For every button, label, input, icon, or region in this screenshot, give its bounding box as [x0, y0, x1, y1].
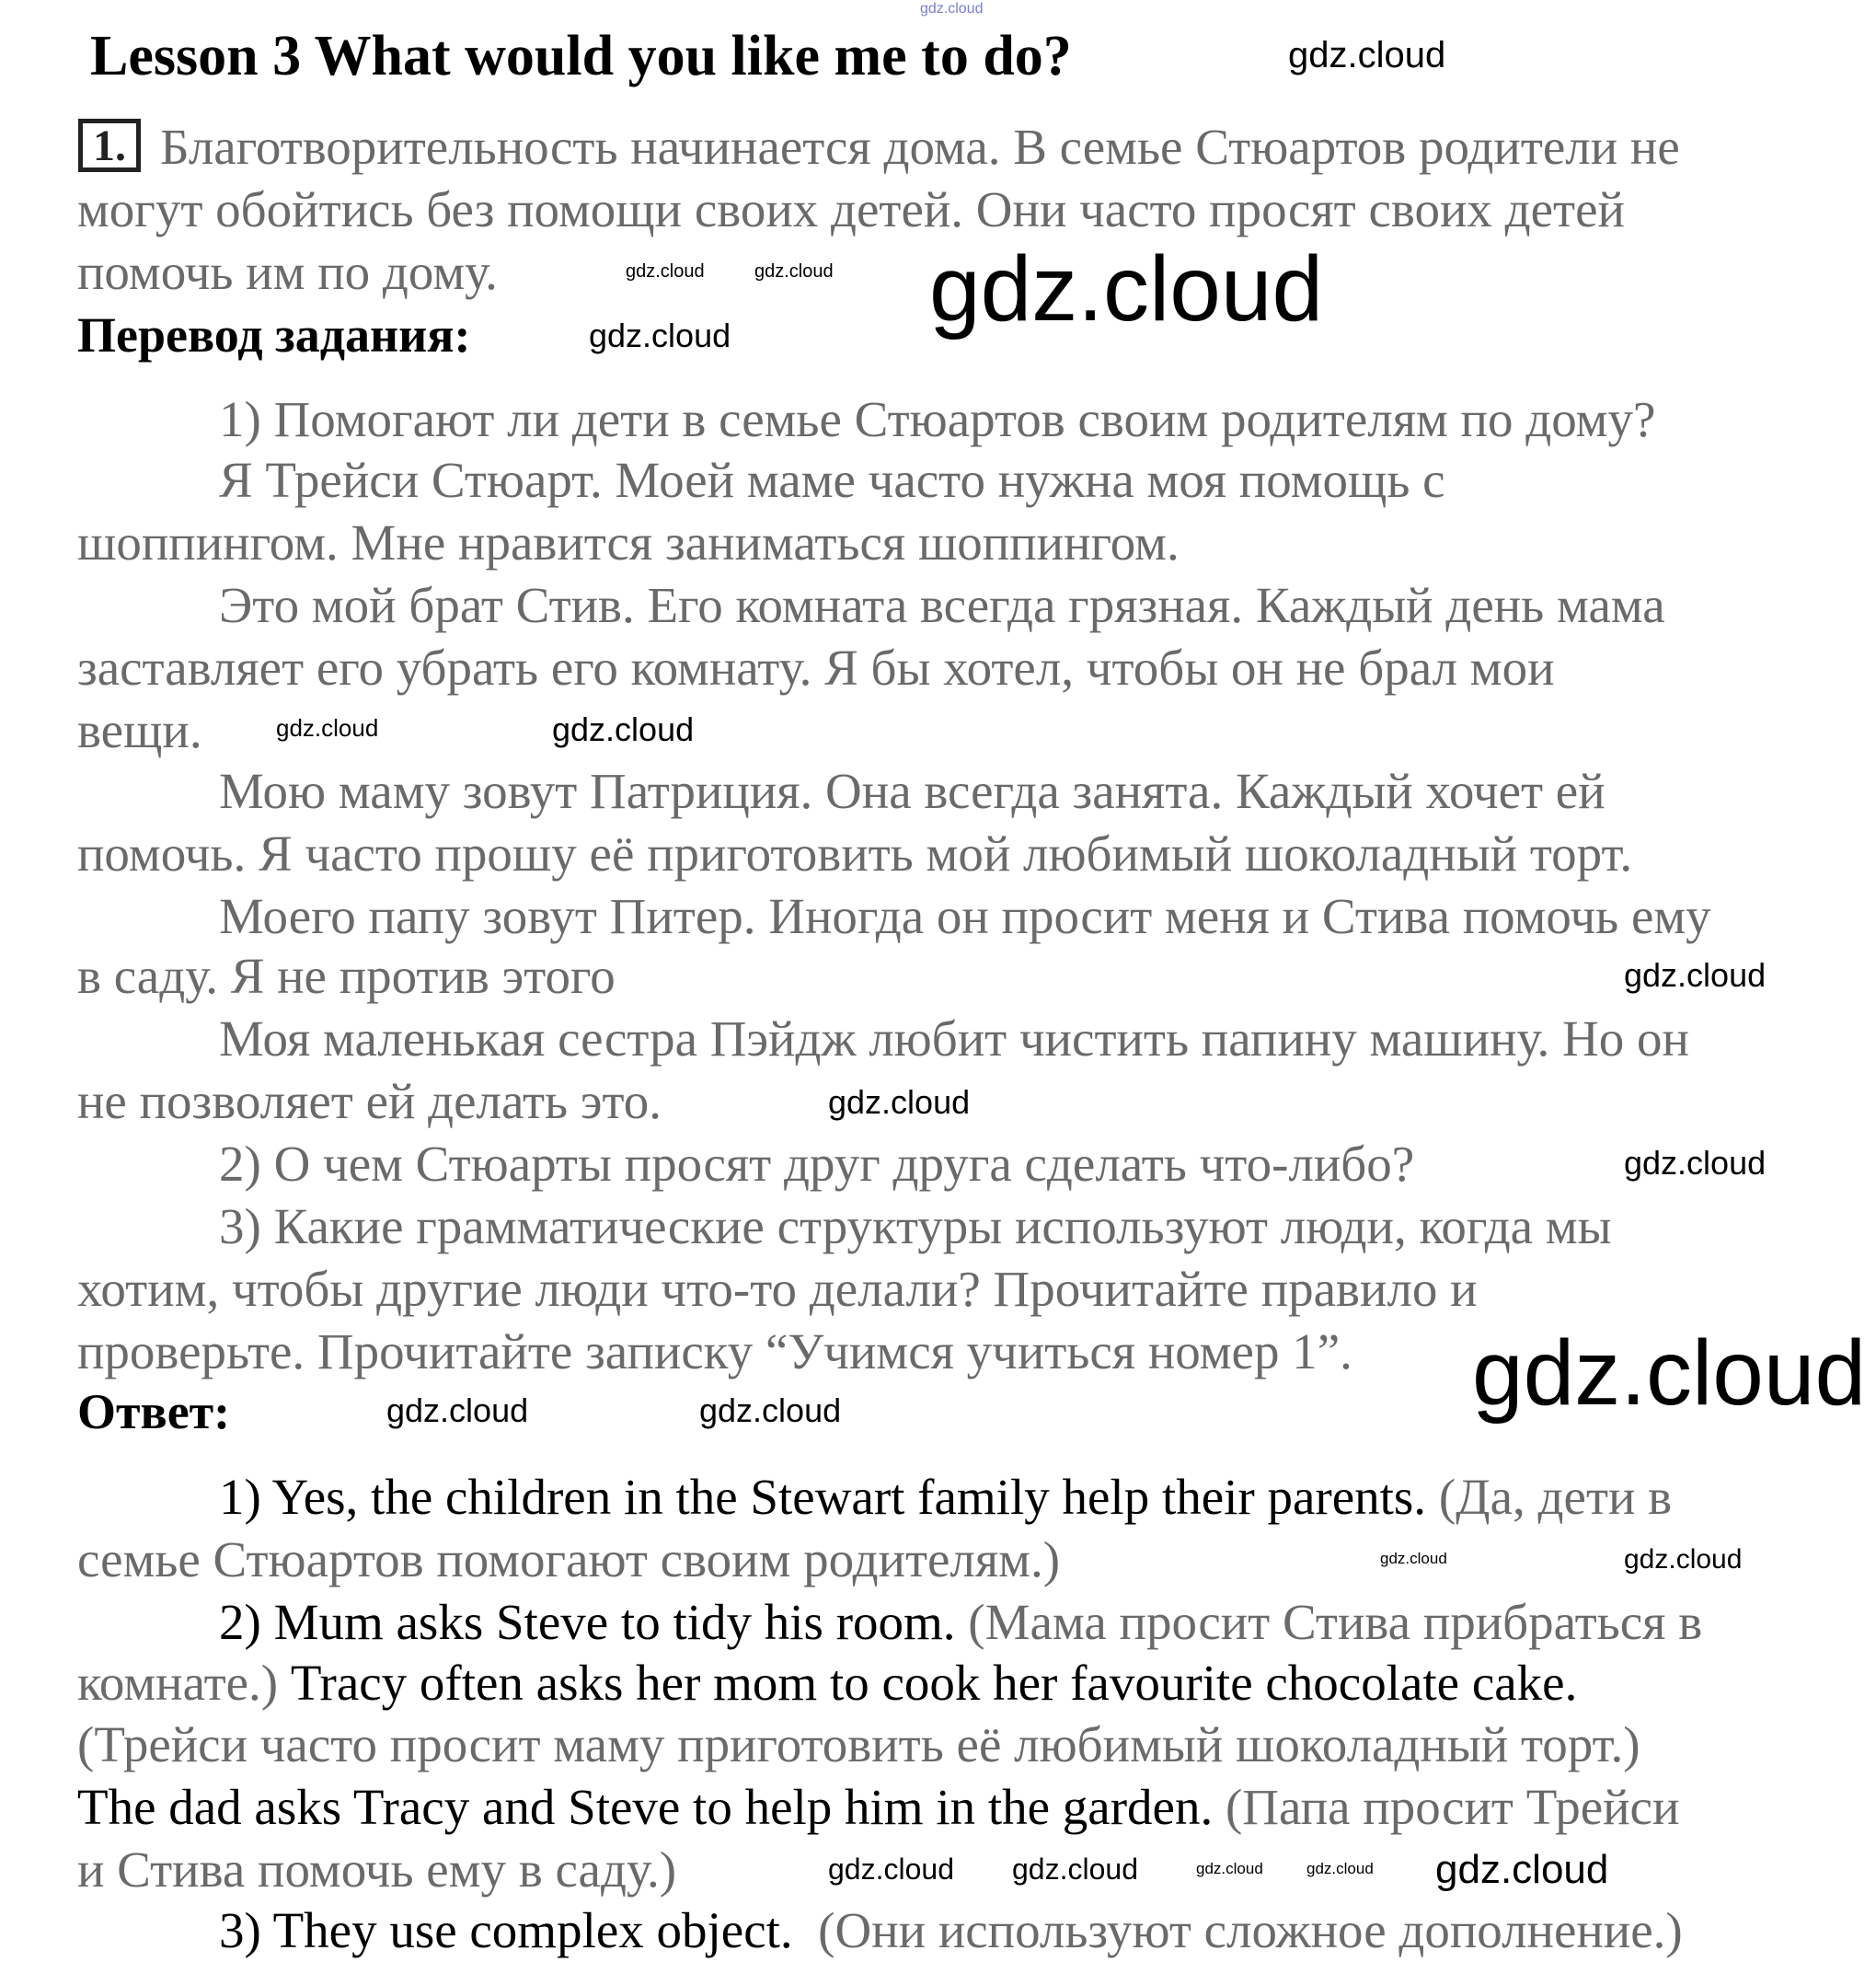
- translation-line: шоппингом. Мне нравится заниматься шоппингом.: [77, 514, 1180, 571]
- watermark: gdz.cloud: [1012, 1852, 1138, 1886]
- task-line: помочь им по дому.: [77, 244, 498, 300]
- translation-line: 1) Помогают ли дети в семье Стюартов своим родителям по дому?: [219, 391, 1656, 447]
- watermark: gdz.cloud: [1472, 1321, 1867, 1425]
- answer-line: [77, 1839, 676, 1901]
- watermark: gdz.cloud: [1196, 1860, 1263, 1877]
- watermark: gdz.cloud: [626, 261, 705, 282]
- translation-line: хотим, чтобы другие люди что-то делали? Прочитайте правило и: [77, 1261, 1478, 1317]
- translation-line: проверьте. Прочитайте записку “Учимся учиться номер 1”.: [77, 1323, 1352, 1379]
- watermark: gdz.cloud: [552, 710, 695, 748]
- answer-russian: (Они используют сложное дополнение.): [818, 1902, 1683, 1958]
- answer-line: [77, 1529, 1060, 1591]
- watermark: gdz.cloud: [828, 1083, 971, 1121]
- translation-line: Я Трейси Стюарт. Моей маме часто нужна моя помощь с: [219, 452, 1445, 508]
- watermark: gdz.cloud: [828, 1852, 954, 1886]
- translation-line: Моя маленькая сестра Пэйдж любит чистить папину машину. Но он: [219, 1010, 1689, 1067]
- task-number-box: 1.: [78, 119, 141, 172]
- answer-line: [77, 1652, 1577, 1714]
- watermark: gdz.cloud: [754, 261, 834, 282]
- answer-heading: Ответ:: [77, 1384, 231, 1439]
- translation-line: Это мой брат Стив. Его комната всегда грязная. Каждый день мама: [219, 577, 1665, 633]
- watermark: gdz.cloud: [1624, 956, 1767, 994]
- answer-russian: (Мама просит Стива прибраться в: [968, 1594, 1703, 1650]
- translation-line: 2) О чем Стюарты просят друг друга сделать что-либо?: [219, 1136, 1415, 1192]
- translation-heading: Перевод задания:: [77, 307, 471, 363]
- watermark: gdz.cloud: [1306, 1860, 1374, 1877]
- watermark: gdz.cloud: [276, 714, 379, 742]
- answer-russian: комнате.): [77, 1655, 279, 1711]
- watermark: gdz.cloud: [589, 317, 731, 354]
- answer-line: [219, 1466, 1672, 1529]
- answer-english: The dad asks Tracy and Steve to help him in the garden.: [77, 1779, 1214, 1835]
- translation-line: не позволяет ей делать это.: [77, 1073, 662, 1129]
- watermark: gdz.cloud: [1624, 1144, 1767, 1182]
- answer-english: 2) Mum asks Steve to tidy his room.: [219, 1594, 956, 1650]
- watermark: gdz.cloud: [1624, 1544, 1743, 1575]
- answer-russian: и Стива помочь ему в саду.): [77, 1841, 677, 1898]
- answer-russian: (Да, дети в: [1438, 1469, 1673, 1525]
- translation-line: Моего папу зовут Питер. Иногда он просит меня и Стива помочь ему: [219, 888, 1711, 944]
- answer-russian: (Трейси часто просит маму приготовить её любимый шоколадный торт.): [77, 1716, 1640, 1772]
- task-line: Благотворительность начинается дома. В семье Стюартов родители не: [160, 119, 1680, 175]
- answer-line: [77, 1776, 1679, 1839]
- answer-english: Tracy often asks her mom to cook her favourite chocolate cake.: [290, 1655, 1578, 1711]
- answer-english: 1) Yes, the children in the Stewart family help their parents.: [219, 1469, 1427, 1525]
- watermark: gdz.cloud: [920, 1, 984, 17]
- watermark: gdz.cloud: [1288, 35, 1446, 75]
- answer-russian: (Папа просит Трейси: [1225, 1779, 1680, 1835]
- watermark: gdz.cloud: [699, 1391, 842, 1429]
- translation-line: вещи.: [77, 702, 202, 758]
- answer-line: [219, 1591, 1702, 1654]
- translation-line: 3) Какие грамматические структуры используют люди, когда мы: [219, 1198, 1612, 1254]
- translation-line: заставляет его убрать его комнату. Я бы хотел, чтобы он не брал мои: [77, 640, 1555, 696]
- task-line: могут обойтись без помощи своих детей. Они часто просят своих детей: [77, 181, 1625, 237]
- answer-russian: семье Стюартов помогают своим родителям.): [77, 1531, 1061, 1587]
- watermark: gdz.cloud: [929, 237, 1324, 340]
- watermark: gdz.cloud: [1435, 1847, 1609, 1892]
- answer-english: 3) They use complex object.: [219, 1902, 793, 1958]
- page-title: Lesson 3 What would you like me to do?: [90, 25, 1072, 87]
- watermark: gdz.cloud: [386, 1391, 529, 1429]
- watermark: gdz.cloud: [1380, 1550, 1447, 1567]
- translation-line: помочь. Я часто прошу её приготовить мой любимый шоколадный торт.: [77, 825, 1633, 882]
- translation-line: в саду. Я не против этого: [77, 948, 616, 1004]
- answer-line: [77, 1714, 1640, 1776]
- translation-line: Мою маму зовут Патриция. Она всегда занята. Каждый хочет ей: [219, 763, 1606, 819]
